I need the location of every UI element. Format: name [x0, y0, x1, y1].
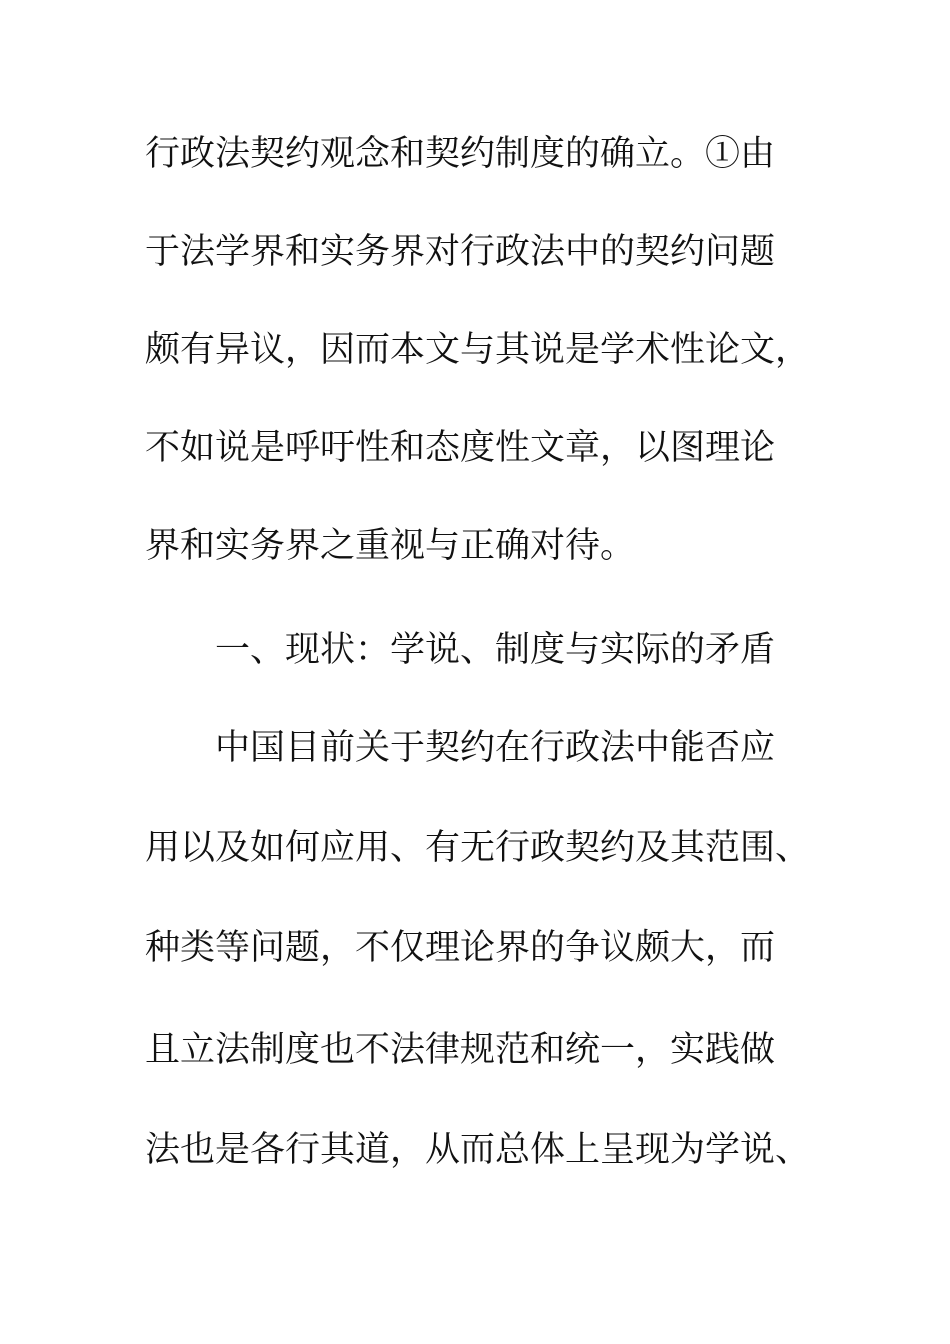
paragraph-line: 于法学界和实务界对行政法中的契约问题 [145, 232, 776, 272]
paragraph-line: 法也是各行其道，从而总体上呈现为学说、 [145, 1130, 811, 1170]
paragraph-line: 中国目前关于契约在行政法中能否应 [215, 728, 776, 768]
paragraph-line: 且立法制度也不法律规范和统一，实践做 [145, 1030, 776, 1070]
section-heading: 一、现状：学说、制度与实际的矛盾 [215, 630, 776, 670]
paragraph-line: 用以及如何应用、有无行政契约及其范围、 [145, 828, 811, 868]
paragraph-line: 行政法契约观念和契约制度的确立。①由 [145, 134, 776, 174]
paragraph-line: 界和实务界之重视与正确对待。 [145, 526, 636, 566]
paragraph-line: 不如说是呼吁性和态度性文章，以图理论 [145, 428, 776, 468]
paragraph-line: 种类等问题，不仅理论界的争议颇大，而 [145, 928, 776, 968]
paragraph-line: 颇有异议，因而本文与其说是学术性论文， [145, 330, 811, 370]
